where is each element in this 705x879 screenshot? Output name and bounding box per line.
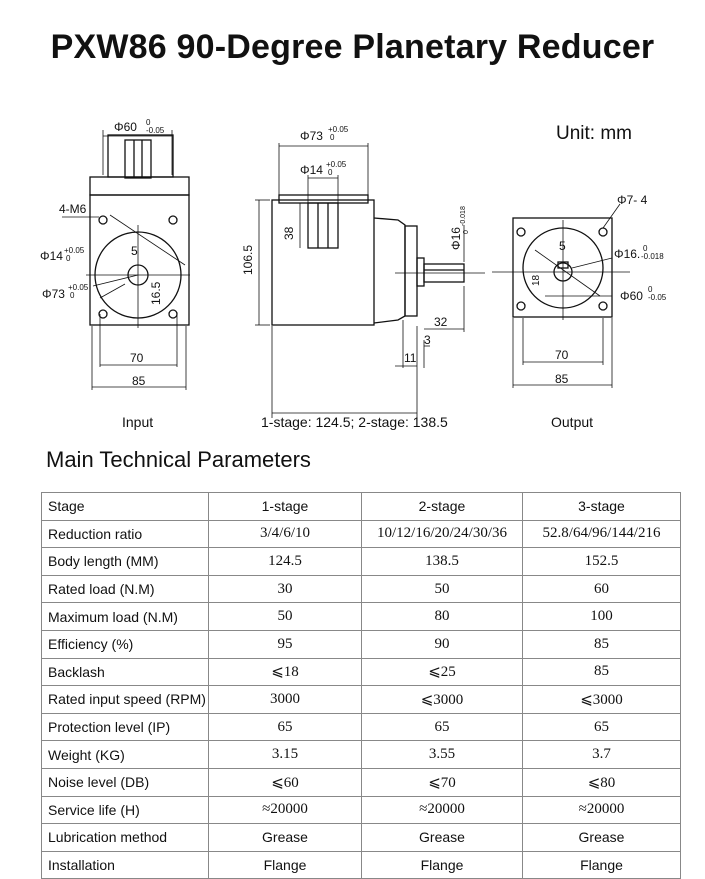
parameter-name-cell: Lubrication method	[42, 824, 209, 852]
table-header-cell: 1-stage	[209, 493, 362, 521]
parameter-value-cell: 152.5	[523, 548, 681, 576]
parameter-value-cell: ≈20000	[209, 796, 362, 824]
svg-text:-0.018: -0.018	[460, 206, 467, 226]
parameter-name-cell: Service life (H)	[42, 796, 209, 824]
parameter-value-cell: 52.8/64/96/144/216	[523, 520, 681, 548]
parameters-table	[41, 492, 681, 879]
parameter-value-cell: 3.55	[362, 741, 523, 769]
svg-text:0: 0	[66, 254, 71, 263]
svg-text:+0.05: +0.05	[328, 125, 349, 134]
parameter-name-cell: Backlash	[42, 658, 209, 686]
parameter-value-cell: Flange	[523, 851, 681, 879]
table-row	[42, 824, 681, 852]
table-row	[42, 548, 681, 576]
parameter-value-cell: ≈20000	[362, 796, 523, 824]
svg-text:0: 0	[643, 244, 648, 253]
parameter-value-cell: 3.15	[209, 741, 362, 769]
svg-text:-0.018: -0.018	[641, 252, 664, 261]
side-output-flange	[405, 226, 417, 316]
dim-side-11: 11	[404, 351, 417, 365]
table-header-cell: 2-stage	[362, 493, 523, 521]
parameter-name-cell: Noise level (DB)	[42, 768, 209, 796]
parameter-value-cell: ⩽70	[362, 768, 523, 796]
side-keyway	[308, 203, 338, 248]
section-title: Main Technical Parameters	[46, 447, 311, 472]
page-title: PXW86 90-Degree Planetary Reducer	[50, 28, 655, 66]
dim-input-5: 5	[131, 244, 138, 258]
dim-side-32: 32	[434, 315, 448, 329]
parameter-value-cell: ⩽60	[209, 768, 362, 796]
table-row	[42, 575, 681, 603]
parameter-value-cell: 65	[523, 713, 681, 741]
side-reducer-body	[374, 218, 405, 323]
dim-input-phi60: Φ60	[114, 120, 137, 134]
svg-text:0: 0	[648, 285, 653, 294]
parameter-value-cell: 80	[362, 603, 523, 631]
table-row	[42, 686, 681, 714]
table-row	[42, 851, 681, 879]
svg-text:-0.05: -0.05	[146, 126, 165, 135]
svg-text:0: 0	[330, 133, 335, 142]
dim-side-38: 38	[282, 226, 296, 240]
dim-input-phi73: Φ73	[42, 287, 65, 301]
view-label-side: 1-stage: 124.5; 2-stage: 138.5	[261, 414, 448, 430]
parameter-value-cell: Flange	[362, 851, 523, 879]
parameter-value-cell: 100	[523, 603, 681, 631]
table-header-row	[42, 493, 681, 521]
parameter-value-cell: 30	[209, 575, 362, 603]
dim-input-70: 70	[130, 351, 144, 365]
svg-text:0: 0	[328, 168, 333, 177]
parameter-value-cell: 50	[209, 603, 362, 631]
parameter-value-cell: ⩽25	[362, 658, 523, 686]
view-label-input: Input	[122, 414, 154, 430]
parameter-value-cell: Grease	[523, 824, 681, 852]
svg-text:+0.05: +0.05	[64, 246, 85, 255]
parameter-value-cell: 138.5	[362, 548, 523, 576]
dim-side-phi14: Φ14	[300, 163, 323, 177]
dim-output-18: 18	[531, 274, 542, 286]
parameter-name-cell: Efficiency (%)	[42, 630, 209, 658]
table-row	[42, 713, 681, 741]
dim-output-phi60: Φ60	[620, 289, 643, 303]
svg-text:-0.05: -0.05	[648, 293, 667, 302]
dim-output-70: 70	[555, 348, 569, 362]
parameter-value-cell: 3.7	[523, 741, 681, 769]
table-header-cell: Stage	[42, 493, 209, 521]
parameter-value-cell: 50	[362, 575, 523, 603]
input-shaft	[125, 140, 151, 178]
table-row	[42, 630, 681, 658]
parameter-value-cell: 60	[523, 575, 681, 603]
svg-text:0: 0	[463, 230, 470, 234]
parameter-name-cell: Installation	[42, 851, 209, 879]
table-row	[42, 520, 681, 548]
dim-side-phi16: Φ16	[449, 227, 463, 250]
side-top-flange	[279, 195, 368, 203]
svg-text:0: 0	[70, 291, 75, 300]
parameter-value-cell: 85	[523, 658, 681, 686]
parameter-value-cell: 124.5	[209, 548, 362, 576]
parameter-value-cell: ⩽3000	[362, 686, 523, 714]
parameter-value-cell: ⩽80	[523, 768, 681, 796]
parameter-name-cell: Maximum load (N.M)	[42, 603, 209, 631]
svg-text:0: 0	[146, 118, 151, 127]
svg-text:+0.05: +0.05	[326, 160, 347, 169]
dim-side-106-5: 106.5	[241, 244, 255, 275]
parameter-value-cell: 90	[362, 630, 523, 658]
dim-output-5: 5	[559, 239, 566, 253]
parameter-name-cell: Rated load (N.M)	[42, 575, 209, 603]
svg-text:+0.05: +0.05	[68, 283, 89, 292]
parameter-value-cell: Grease	[362, 824, 523, 852]
parameter-value-cell: 10/12/16/20/24/30/36	[362, 520, 523, 548]
parameter-value-cell: 65	[362, 713, 523, 741]
parameter-value-cell: 95	[209, 630, 362, 658]
parameter-value-cell: 3000	[209, 686, 362, 714]
table-row	[42, 658, 681, 686]
table-header-cell: 3-stage	[523, 493, 681, 521]
parameter-value-cell: 65	[209, 713, 362, 741]
dim-output-phi7-4: Φ7- 4	[617, 193, 648, 207]
parameter-name-cell: Rated input speed (RPM)	[42, 686, 209, 714]
table-row	[42, 603, 681, 631]
dim-input-4m6: 4-M6	[59, 202, 87, 216]
parameter-value-cell: Grease	[209, 824, 362, 852]
parameter-value-cell: ⩽3000	[523, 686, 681, 714]
dim-side-3: 3	[424, 333, 431, 347]
dim-input-phi14: Φ14	[40, 249, 63, 263]
parameter-value-cell: Flange	[209, 851, 362, 879]
input-body	[90, 195, 189, 325]
parameter-value-cell: 3/4/6/10	[209, 520, 362, 548]
dim-input-85: 85	[132, 374, 146, 388]
table-row	[42, 741, 681, 769]
parameter-name-cell: Protection level (IP)	[42, 713, 209, 741]
technical-drawing	[0, 100, 705, 440]
parameter-value-cell: ⩽18	[209, 658, 362, 686]
unit-label: Unit: mm	[556, 123, 632, 144]
input-shaft-housing	[108, 135, 173, 177]
parameter-name-cell: Reduction ratio	[42, 520, 209, 548]
dim-output-85: 85	[555, 372, 569, 386]
table-row	[42, 796, 681, 824]
dim-output-phi16: Φ16.	[614, 247, 641, 261]
view-label-output: Output	[551, 414, 594, 430]
parameter-name-cell: Body length (MM)	[42, 548, 209, 576]
dim-side-phi73: Φ73	[300, 129, 323, 143]
parameter-value-cell: ≈20000	[523, 796, 681, 824]
dim-input-16-5: 16.5	[149, 281, 163, 305]
parameter-name-cell: Weight (KG)	[42, 741, 209, 769]
table-row	[42, 768, 681, 796]
parameter-value-cell: 85	[523, 630, 681, 658]
input-top-housing	[90, 177, 189, 195]
side-main-body	[272, 200, 374, 325]
